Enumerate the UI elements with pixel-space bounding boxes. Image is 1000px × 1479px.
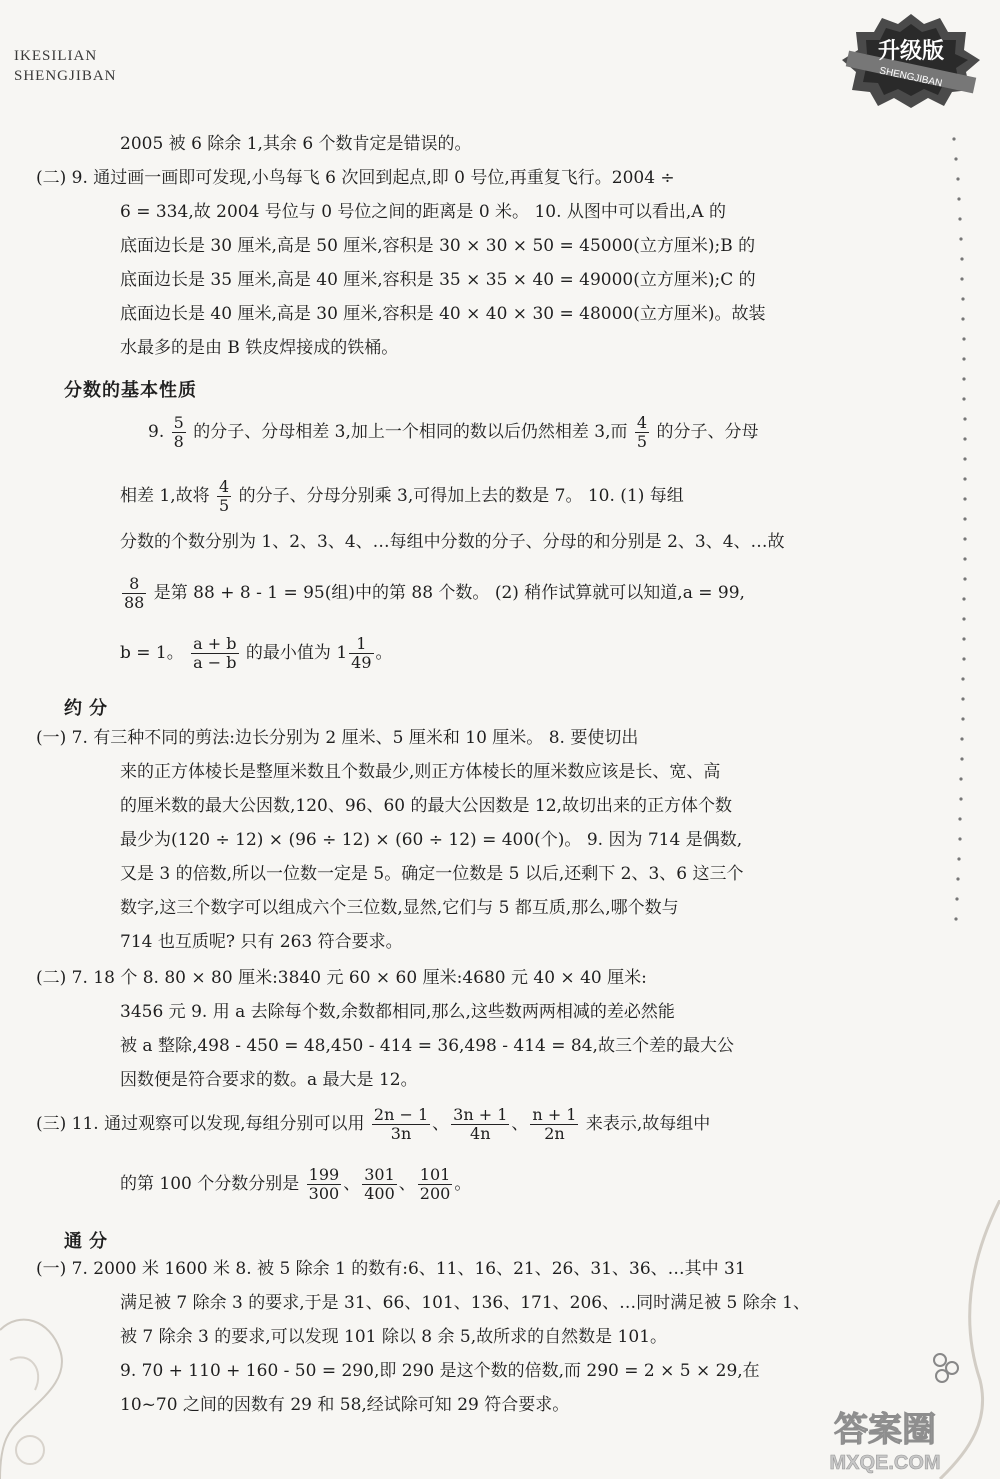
text-fragment: 相差 1,故将	[120, 486, 210, 506]
fraction-numerator: 1	[349, 635, 373, 654]
fraction-numerator: 301	[364, 1165, 395, 1184]
fraction-denominator: 4n	[470, 1124, 491, 1143]
section-heading: 通 分	[64, 1231, 109, 1251]
text-fragment: 是第 88 + 8 - 1 = 95(组)中的第 88 个数。 (2) 稍作试算就可以知道,a = 99,	[153, 583, 745, 603]
fraction-denominator: 8	[173, 432, 184, 451]
badge-sub: SHENGJIBAN	[878, 65, 944, 90]
fraction-numerator: 5	[173, 413, 184, 432]
brand-line2: SHENGJIBAN	[14, 68, 117, 84]
fraction-numerator: 3n + 1	[453, 1105, 508, 1124]
fraction-denominator: 88	[124, 593, 145, 612]
text-line	[120, 635, 393, 672]
fraction-denominator: 300	[308, 1184, 340, 1203]
text-line: 3456 元 9. 用 a 去除每个数,余数都相同,那么,这些数两两相减的差必然能	[120, 1002, 675, 1022]
text-line: 底面边长是 40 厘米,高是 30 厘米,容积是 40 × 40 × 30 = 48000(立方厘米)。故装	[120, 304, 766, 324]
fraction-denominator: 200	[419, 1184, 451, 1203]
text-line: 的厘米数的最大公因数,120、96、60 的最大公因数是 12,故切出来的正方体个数	[120, 796, 732, 816]
text-line	[120, 478, 684, 515]
fraction-numerator: 101	[419, 1165, 451, 1184]
text-line	[120, 1166, 471, 1203]
text-fragment: 的最小值为 1	[245, 643, 348, 663]
fraction	[217, 478, 231, 515]
text-line: 9. 70 + 110 + 160 - 50 = 290,即 290 是这个数的倍数,而 290 = 2 × 5 × 29,在	[120, 1361, 760, 1381]
watermark-logo	[780, 1405, 990, 1475]
fraction-numerator: 4	[636, 413, 648, 432]
text-fragment: 。	[454, 1174, 472, 1194]
text-line: (二) 9. 通过画一画即可发现,小鸟每飞 6 次回到起点,即 0 号位,再重复飞行。2004 ÷	[36, 168, 675, 188]
watermark-url: MXQE.COM	[829, 1452, 941, 1474]
watermark-text: 答案圈	[834, 1410, 936, 1450]
text-line: 分数的个数分别为 1、2、3、4、…每组中分数的分子、分母的和分别是 2、3、4、…故	[120, 532, 785, 552]
text-line: 被 a 整除,498 - 450 = 48,450 - 414 = 36,498 - 414 = 84,故三个差的最大公	[120, 1036, 734, 1056]
text-fragment: 、	[511, 1114, 529, 1134]
fraction-denominator: 5	[219, 496, 230, 515]
text-fragment: 来表示,故每组中	[585, 1114, 711, 1134]
fraction	[635, 414, 649, 451]
text-line: 又是 3 的倍数,所以一位数一定是 5。确定一位数是 5 以后,还剩下 2、3、6 这三个	[120, 864, 744, 884]
fraction-numerator: 2n − 1	[373, 1105, 429, 1124]
fraction-denominator: 2n	[544, 1124, 565, 1143]
fraction-denominator: 3n	[390, 1124, 412, 1143]
text-fragment: 、	[343, 1174, 361, 1194]
badge-text: 升级版	[877, 39, 945, 64]
text-fragment: 的分子、分母分别乘 3,可得加上去的数是 7。 10. (1) 每组	[238, 486, 684, 506]
text-line: 数字,这三个数字可以组成六个三位数,显然,它们与 5 都互质,那么,哪个数与	[120, 898, 679, 918]
text-line: 10~70 之间的因数有 29 和 58,经试除可知 29 符合要求。	[120, 1395, 570, 1415]
text-line: (一) 7. 有三种不同的剪法:边长分别为 2 厘米、5 厘米和 10 厘米。 8. 要使切出	[36, 728, 639, 748]
text-line: 714 也互质呢? 只有 263 符合要求。	[120, 932, 403, 952]
text-line: 来的正方体棱长是整厘米数且个数最少,则正方体棱长的厘米数应该是长、宽、高	[120, 762, 721, 782]
text-line: (二) 7. 18 个 8. 80 × 80 厘米:3840 元 60 × 60 厘米:4680 元 40 × 40 厘米:	[36, 968, 647, 988]
fraction-numerator: n + 1	[532, 1105, 577, 1124]
text-line: 底面边长是 35 厘米,高是 40 厘米,容积是 35 × 35 × 40 = 49000(立方厘米);C 的	[120, 270, 756, 290]
text-fragment: 的分子、分母	[656, 422, 759, 442]
section-heading: 分数的基本性质	[64, 380, 197, 400]
text-line: 被 7 除余 3 的要求,可以发现 101 除以 8 余 5,故所求的自然数是 101。	[120, 1327, 668, 1347]
fraction-denominator: 49	[351, 653, 372, 672]
fraction	[307, 1166, 342, 1203]
text-line: 6 = 334,故 2004 号位与 0 号位之间的距离是 0 米。 10. 从图中可以看出,A 的	[120, 202, 726, 222]
text-fragment: 、	[432, 1114, 450, 1134]
text-line	[36, 1106, 710, 1143]
text-fragment: (三) 11. 通过观察可以发现,每组分别可以用	[36, 1114, 365, 1134]
fraction-denominator: 5	[636, 432, 648, 451]
fraction-numerator: 4	[219, 477, 230, 496]
fraction	[530, 1106, 578, 1143]
section-heading: 约 分	[64, 698, 109, 718]
fraction-numerator: 8	[122, 575, 146, 594]
fraction	[451, 1106, 509, 1143]
text-line: 最少为(120 ÷ 12) × (96 ÷ 12) × (60 ÷ 12) = 400(个)。 9. 因为 714 是偶数,	[120, 830, 743, 850]
text-line	[120, 575, 745, 612]
fraction	[362, 1166, 397, 1203]
text-line: 水最多的是由 B 铁皮焊接成的铁桶。	[120, 338, 399, 358]
text-fragment: 9.	[148, 422, 165, 442]
fraction	[122, 575, 146, 612]
fraction	[191, 635, 238, 672]
fraction-numerator: a + b	[193, 634, 237, 653]
corner-sketch-decoration	[0, 1300, 120, 1479]
brand-line1: IKESILIAN	[14, 48, 98, 64]
text-line	[148, 414, 758, 451]
fraction	[418, 1166, 453, 1203]
text-fragment: 的第 100 个分数分别是	[120, 1174, 300, 1194]
text-line: (一) 7. 2000 米 1600 米 8. 被 5 除余 1 的数有:6、11、16、21、26、31、36、…其中 31	[36, 1259, 746, 1279]
edge-dots	[948, 135, 978, 985]
fraction-denominator: a − b	[193, 653, 237, 672]
fraction	[349, 635, 373, 672]
text-line: 底面边长是 30 厘米,高是 50 厘米,容积是 30 × 30 × 50 = 45000(立方厘米);B 的	[120, 236, 756, 256]
text-fragment: 、	[398, 1174, 416, 1194]
text-fragment: b = 1。	[120, 643, 184, 663]
text-fragment: 的分子、分母相差 3,加上一个相同的数以后仍然相差 3,而	[193, 422, 628, 442]
text-fragment: 。	[375, 643, 393, 663]
fraction	[372, 1106, 430, 1143]
text-line: 因数便是符合要求的数。a 最大是 12。	[120, 1070, 418, 1090]
upgrade-badge-icon	[836, 10, 986, 110]
text-line: 满足被 7 除余 3 的要求,于是 31、66、101、136、171、206、…同时满足被 5 除余 1、	[120, 1293, 810, 1313]
fraction	[172, 414, 186, 451]
brand-text	[14, 46, 117, 86]
fraction-denominator: 400	[364, 1184, 395, 1203]
fraction-numerator: 199	[308, 1165, 340, 1184]
text-line: 2005 被 6 除余 1,其余 6 个数肯定是错误的。	[120, 134, 472, 154]
